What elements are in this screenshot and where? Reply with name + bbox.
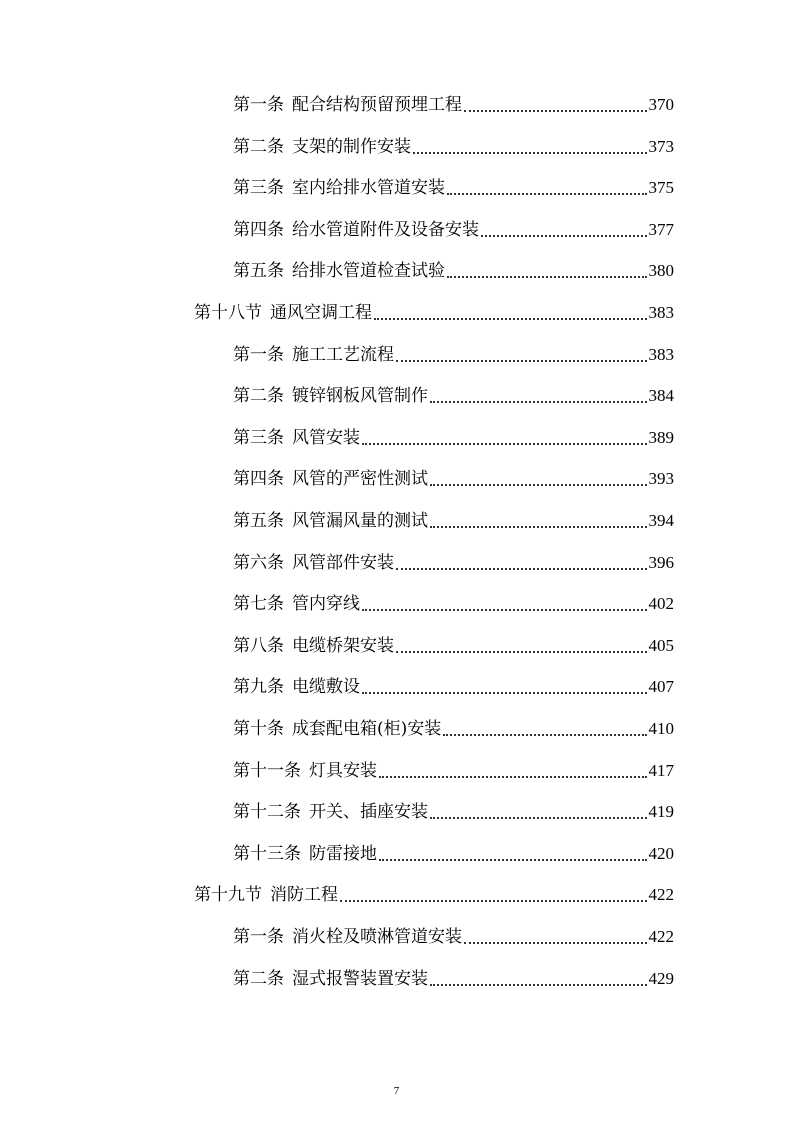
toc-entry-number: 第八条 <box>233 635 284 656</box>
toc-entry-title: 风管漏风量的测试 <box>292 511 428 531</box>
toc-entry-page: 394 <box>648 511 674 530</box>
toc-entry-number: 第十九节 <box>194 885 262 906</box>
toc-entry-page: 375 <box>648 178 674 198</box>
toc-entry-number: 第十条 <box>233 719 284 739</box>
dot-leader <box>464 942 647 944</box>
toc-article-entry[interactable] <box>233 589 674 619</box>
toc-entry-number: 第一条 <box>233 927 284 947</box>
dot-leader <box>430 984 647 986</box>
toc-article-entry[interactable] <box>233 631 674 661</box>
dot-leader <box>362 692 647 694</box>
toc-article-entry[interactable] <box>233 90 674 120</box>
toc-entry-number: 第三条 <box>233 427 284 448</box>
toc-entry-title: 支架的制作安装 <box>292 136 411 157</box>
toc-entry-number: 第二条 <box>233 386 284 407</box>
toc-entry-number: 第五条 <box>233 261 284 282</box>
toc-article-entry[interactable] <box>233 132 674 162</box>
dot-leader <box>362 443 647 445</box>
toc-entry-title: 消防工程 <box>270 885 338 906</box>
toc-entry-title: 消火栓及喷淋管道安装 <box>292 927 462 947</box>
toc-entry-number: 第十一条 <box>233 760 301 781</box>
toc-entry-title: 通风空调工程 <box>270 303 372 323</box>
dot-leader <box>396 360 647 362</box>
toc-entry-title: 风管安装 <box>292 427 360 448</box>
toc-entry-number: 第十八节 <box>194 303 262 323</box>
toc-article-entry[interactable] <box>233 672 674 702</box>
toc-entry-page: 429 <box>648 968 674 988</box>
toc-entry-page: 422 <box>648 927 674 946</box>
toc-entry-title: 配合结构预留预埋工程 <box>292 95 462 115</box>
toc-entry-page: 383 <box>648 344 674 364</box>
toc-entry-number: 第四条 <box>233 469 284 490</box>
page-number: 7 <box>393 1085 400 1097</box>
toc-article-entry[interactable] <box>233 922 674 952</box>
toc-article-entry[interactable] <box>233 714 674 744</box>
toc-article-entry[interactable] <box>233 215 674 245</box>
toc-entry-number: 第六条 <box>233 552 284 573</box>
toc-entry-title: 管内穿线 <box>292 594 360 615</box>
toc-entry-page: 402 <box>648 594 674 614</box>
dot-leader <box>430 401 647 403</box>
dot-leader <box>379 776 647 778</box>
toc-entry-title: 给水管道附件及设备安装 <box>292 219 479 240</box>
toc-entry-number: 第二条 <box>233 136 284 157</box>
toc-entry-title: 室内给排水管道安装 <box>292 178 445 199</box>
toc-entry-page: 370 <box>648 95 674 114</box>
toc-entry-title: 电缆敷设 <box>292 677 360 698</box>
dot-leader <box>374 318 647 320</box>
toc-article-entry[interactable] <box>233 340 674 370</box>
toc-entry-number: 第三条 <box>233 178 284 199</box>
toc-entry-title: 风管部件安装 <box>292 552 394 573</box>
toc-entry-page: 384 <box>648 386 674 406</box>
toc-entry-number: 第九条 <box>233 677 284 698</box>
toc-entry-page: 396 <box>648 552 674 572</box>
toc-entry-page: 383 <box>648 303 674 322</box>
toc-article-entry[interactable] <box>233 964 674 994</box>
toc-article-entry[interactable] <box>233 839 674 869</box>
toc-article-entry[interactable] <box>233 381 674 411</box>
toc-entry-title: 镀锌钢板风管制作 <box>292 386 428 407</box>
toc-section-entry[interactable] <box>194 880 674 910</box>
toc-article-entry[interactable] <box>233 756 674 786</box>
dot-leader <box>447 276 647 278</box>
toc-entry-page: 419 <box>648 802 674 822</box>
toc-entry-number: 第十二条 <box>233 802 301 823</box>
toc-entry-number: 第一条 <box>233 95 284 115</box>
toc-entry-title: 湿式报警装置安装 <box>292 968 428 989</box>
toc-entry-page: 393 <box>648 469 674 489</box>
dot-leader <box>396 568 647 570</box>
dot-leader <box>481 235 647 237</box>
toc-entry-title: 灯具安装 <box>309 760 377 781</box>
toc-entry-title: 成套配电箱(柜)安装 <box>292 719 442 739</box>
toc-entry-title: 给排水管道检查试验 <box>292 261 445 282</box>
toc-entry-page: 417 <box>648 760 674 780</box>
dot-leader <box>430 484 647 486</box>
toc-article-entry[interactable] <box>233 423 674 453</box>
dot-leader <box>362 609 647 611</box>
toc-entry-page: 420 <box>648 843 674 863</box>
dot-leader <box>396 651 647 653</box>
toc-entry-title: 电缆桥架安装 <box>292 635 394 656</box>
toc-entry-page: 407 <box>648 677 674 697</box>
toc-entry-title: 开关、插座安装 <box>309 802 428 823</box>
toc-entry-page: 380 <box>648 261 674 281</box>
toc-entry-page: 389 <box>648 427 674 447</box>
toc-entry-page: 410 <box>648 719 674 738</box>
toc-entry-title: 施工工艺流程 <box>292 344 394 365</box>
toc-article-entry[interactable] <box>233 797 674 827</box>
toc-article-entry[interactable] <box>233 506 674 536</box>
toc-entry-number: 第七条 <box>233 594 284 615</box>
toc-entry-number: 第四条 <box>233 219 284 240</box>
toc-entry-title: 防雷接地 <box>309 843 377 864</box>
toc-entry-page: 373 <box>648 136 674 156</box>
toc-article-entry[interactable] <box>233 464 674 494</box>
toc-entry-number: 第十三条 <box>233 843 301 864</box>
dot-leader <box>430 817 647 819</box>
toc-article-entry[interactable] <box>233 548 674 578</box>
toc-entry-page: 405 <box>648 635 674 655</box>
toc-section-entry[interactable] <box>194 298 674 328</box>
toc-entry-page: 377 <box>648 219 674 239</box>
dot-leader <box>464 110 647 112</box>
dot-leader <box>413 152 647 154</box>
dot-leader <box>379 859 647 861</box>
dot-leader <box>430 526 647 528</box>
toc-entry-number: 第五条 <box>233 511 284 531</box>
toc-entry-number: 第一条 <box>233 344 284 365</box>
toc-entry-number: 第二条 <box>233 968 284 989</box>
dot-leader <box>443 734 646 736</box>
dot-leader <box>447 193 647 195</box>
toc-article-entry[interactable] <box>233 173 674 203</box>
toc-article-entry[interactable] <box>233 256 674 286</box>
dot-leader <box>340 900 647 902</box>
toc-entry-title: 风管的严密性测试 <box>292 469 428 490</box>
toc-entry-page: 422 <box>648 885 674 905</box>
